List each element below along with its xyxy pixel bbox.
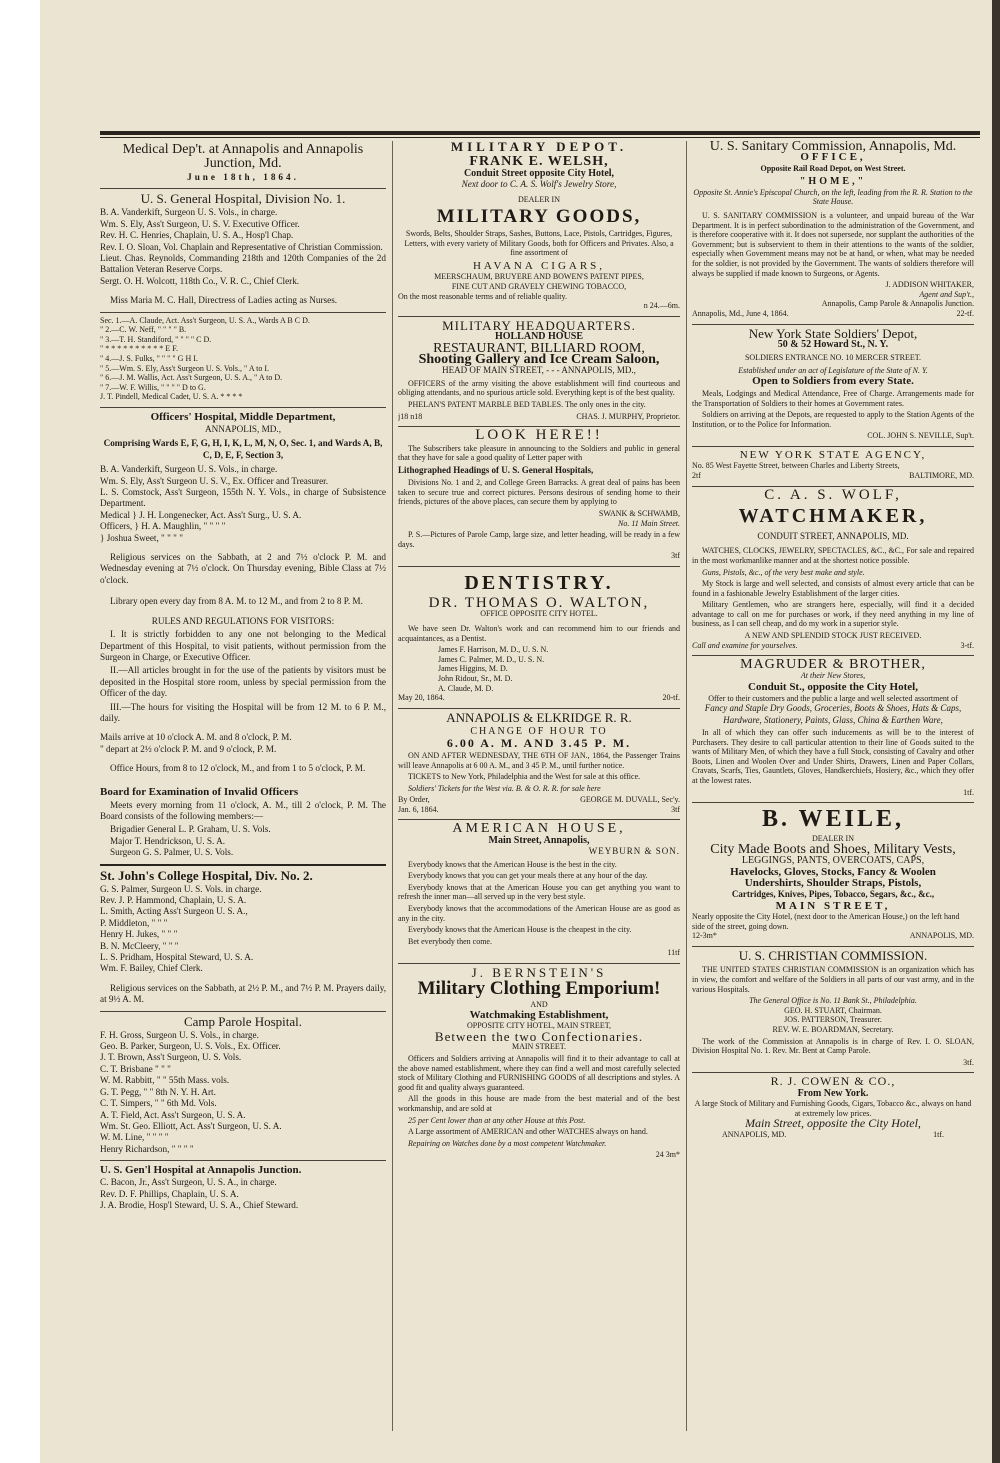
wolf-new-stock: A NEW AND SPLENDID STOCK JUST RECEIVED. bbox=[744, 631, 922, 641]
welsh-dealer: DEALER IN bbox=[518, 194, 560, 204]
railroad-order: By Order, bbox=[398, 795, 430, 805]
cowen-city: ANNAPOLIS, MD. bbox=[722, 1129, 787, 1139]
staff-line: Rev. H. C. Henries, Chaplain, U. S. A., Hosp'l Chap. bbox=[100, 230, 294, 241]
railroad-change: CHANGE OF HOUR TO bbox=[470, 726, 608, 738]
claim-line: Bet everybody then come. bbox=[408, 936, 492, 946]
hq-tables: PHELAN'S PATENT MARBLE BED TABLES. The only ones in the city. bbox=[408, 400, 646, 409]
magruder-heading: MAGRUDER & BROTHER, bbox=[740, 657, 926, 673]
staff-line: G. T. Pegg, " " 8th N. Y. H. Art. bbox=[100, 1086, 216, 1097]
ward-line: " 7.—W. F. Willis, " " " " D to G. bbox=[100, 382, 206, 392]
rule-item: II.—All articles brought in for the use of the patients by visitors must be deposited in the Hospital store room, unless by special permission from the Officer of the day. bbox=[100, 665, 386, 699]
ward-line: " 4.—J. S. Fulks, " " " " G H I. bbox=[100, 354, 198, 364]
claim-line: Everybody knows that you can get your meals there at any hour of the day. bbox=[408, 871, 648, 881]
hq-restaurant: RESTAURANT, BILLIARD ROOM, bbox=[433, 340, 645, 356]
depot-heading: MILITARY DEPOT. bbox=[450, 141, 628, 154]
nys-agency-heading: NEW YORK STATE AGENCY, bbox=[739, 448, 927, 461]
american-house-heading: AMERICAN HOUSE, bbox=[452, 821, 626, 837]
weile-havelocks: Havelocks, Gloves, Stocks, Fancy & Woolen bbox=[730, 865, 936, 878]
junction-heading: U. S. Gen'l Hospital at Annapolis Junction. bbox=[100, 1164, 302, 1177]
staff-line: W. M. Rabbitt, " " 55th Mass. vols. bbox=[100, 1075, 230, 1086]
wolf-heading: C. A. S. WOLF, bbox=[764, 486, 902, 503]
bernstein-cheap: 25 per Cent lower than at any other House at this Post. bbox=[408, 1115, 586, 1125]
column-advertisements-right bbox=[692, 141, 974, 1441]
division1-matron: Miss Maria M. C. Hall, Directress of Ladies acting as Nurses. bbox=[110, 295, 338, 306]
division1-wards bbox=[100, 316, 386, 402]
staff-line: Wm. F. Bailey, Chief Clerk. bbox=[100, 963, 203, 974]
staff-line: L. S. Comstock, Ass't Surgeon, 155th N. Y. Vols., in charge of Subsistence Department. bbox=[100, 487, 386, 509]
camp-parole-heading: Camp Parole Hospital. bbox=[183, 1013, 303, 1029]
nys-agency-city: BALTIMORE, MD. bbox=[909, 470, 974, 480]
staff-line: Rev. D. F. Phillips, Chaplain, U. S. A. bbox=[100, 1188, 239, 1199]
cowen-heading: R. J. COWEN & CO., bbox=[770, 1074, 896, 1089]
column-divider bbox=[392, 141, 393, 1431]
christian-commission-work: The work of the Commission at Annapolis is in charge of Rev. I. O. SLOAN, Division Hospital No. 1. Rev. Mr. Bent at Camp Parole. bbox=[692, 1036, 974, 1056]
ward-line: " 2.—C. W. Neff, " " " " B. bbox=[100, 325, 187, 335]
board-member: Brigadier General L. P. Graham, U. S. Vols. bbox=[110, 824, 271, 835]
weile-dealer: DEALER IN bbox=[812, 834, 854, 844]
magruder-goods: Fancy and Staple Dry Goods, Groceries, Boots & Shoes, Hats & Caps, Hardware, Stationery, Paints, Glass, China & Earthen Ware, bbox=[704, 703, 962, 725]
claim-line: Everybody knows that the accommodations of the American House are as good as any in the city. bbox=[398, 904, 680, 923]
railroad-tickets: TICKETS to New York, Philadelphia and the West for sale at this office. bbox=[408, 772, 641, 782]
cowen-text: A large Stock of Military and Furnishing Goods, Cigars, Tobacco &c., always on hand at extremely low prices. bbox=[694, 1099, 972, 1118]
claim-line: Everybody knows that the American House is the cheapest in the city. bbox=[408, 925, 632, 935]
sanitary-home-address: Opposite St. Annie's Episcopal Church, on the left, leading from the R. R. Station to the State House. bbox=[693, 187, 973, 207]
ref-line: James Higgins, M. D. bbox=[438, 664, 508, 674]
look-heading: LOOK HERE!! bbox=[475, 427, 603, 444]
staff-line: P. Middleton, " " " bbox=[100, 917, 168, 928]
welsh-date: n 24.—6m. bbox=[643, 301, 680, 311]
staff-line: C. T. Brisbane " " " bbox=[100, 1063, 171, 1074]
look-ps: P. S.—Pictures of Parole Camp, large size, and letter heading, will be ready in a few days. bbox=[398, 530, 680, 549]
staff-line: Henry H. Jukes, " " " bbox=[100, 929, 178, 940]
sanitary-office: OFFICE, bbox=[800, 151, 866, 164]
welsh-next-door: Next door to C. A. S. Wolf's Jewelry Store, bbox=[461, 179, 617, 190]
ward-line: Sec. 1.—A. Claude, Act. Ass't Surgeon, U. S. A., Wards A B C D. bbox=[100, 315, 310, 325]
staff-line: Rev. I. O. Sloan, Vol. Chaplain and Representative of Christian Commission. bbox=[100, 241, 383, 252]
american-house-street: Main Street, Annapolis, bbox=[488, 834, 590, 846]
religious-services: Religious services on the Sabbath, at 2 and 7½ o'clock P. M. and Wednesday evening at 7½ o'clock. On Thursday evening, Bible Class at 7½ o'clock. bbox=[100, 552, 386, 585]
cowen-address: Main Street, opposite the City Hotel, bbox=[745, 1116, 921, 1131]
look-sub: Lithographed Headings of U. S. General Hospitals, bbox=[398, 464, 594, 475]
welsh-cigars: HAVANA CIGARS, bbox=[472, 260, 606, 272]
bernstein-repair: Repairing on Watches done by a most competent Watchmaker. bbox=[408, 1138, 607, 1148]
staff-line: Officers, } H. A. Maughlin, " " " " bbox=[100, 521, 226, 532]
nys-depot-open: Open to Soldiers from every State. bbox=[752, 374, 914, 387]
officers-hospital-staff bbox=[100, 464, 386, 544]
officers-hospital-place: ANNAPOLIS, MD., bbox=[204, 424, 282, 434]
railroad-date: Jan. 6, 1864. bbox=[398, 804, 439, 814]
staff-line: Sergt. O. H. Wolcott, 118th Co., V. R. C., Chief Clerk. bbox=[100, 275, 300, 286]
officer-line: REV. W. E. BOARDMAN, Secretary. bbox=[772, 1025, 894, 1034]
wolf-guns: Guns, Pistols, &c., of the very best make and style. bbox=[702, 567, 865, 577]
staff-line: W. M. Line, " " " " bbox=[100, 1132, 169, 1143]
bernstein-text: Officers and Soldiers arriving at Annapolis will find it to their advantage to call at the above named establishment, where they can find a well and most carefully selected stock of Military Clothing and FURNISHING GOODS of all descriptions and styles. A good fit and quality always guaranteed. bbox=[398, 1054, 680, 1092]
staff-line: Rev. J. P. Hammond, Chaplain, U. S. A. bbox=[100, 895, 247, 905]
wolf-text3: Military Gentlemen, who are strangers here, especially, will find it a decided advantage to call on me for purchases or work, if they need anything in my line of business, as I can sell cheap, and do my work in a superior style. bbox=[692, 600, 974, 629]
ward-line: " 6.—J. M. Wallis, Act. Ass't Surgeon, U. S. A., " A to D. bbox=[100, 373, 283, 383]
staff-line: L. Smith, Acting Ass't Surgeon U. S. A., bbox=[100, 906, 248, 917]
nys-depot-text: Meals, Lodgings and Medical Attendance, Free of Charge. Arrangements made for the Transportation of Soldiers to their homes at Government rates. bbox=[692, 388, 974, 408]
nys-depot-address: 50 & 52 Howard St., N. Y. bbox=[777, 338, 889, 350]
column-hospital-directory bbox=[100, 141, 386, 1441]
library-hours: Library open every day from 8 A. M. to 12 M., and from 2 to 8 P. M. bbox=[110, 596, 363, 607]
hq-shooting: Shooting Gallery and Ice Cream Saloon, bbox=[418, 352, 660, 367]
staff-line: C. Bacon, Jr., Ass't Surgeon, U. S. A., in charge. bbox=[100, 1177, 277, 1188]
claim-line: Everybody knows that at the American House you can get anything you want to refresh the inner man—all served up in the very best style. bbox=[398, 882, 680, 902]
stjohns-heading: St. John's College Hospital, Div. No. 2. bbox=[100, 867, 313, 883]
sanitary-date: Annapolis, Md., June 4, 1864. bbox=[692, 308, 789, 318]
bernstein-watchmaking: Watchmaking Establishment, bbox=[469, 1009, 609, 1022]
dentist-name: DR. THOMAS O. WALTON, bbox=[428, 594, 650, 611]
welsh-address: Conduit Street opposite City Hotel, bbox=[463, 167, 615, 179]
division1-heading: U. S. General Hospital, Division No. 1. bbox=[140, 191, 346, 207]
sanitary-signature-place: Annapolis, Camp Parole & Annapolis Junction. bbox=[821, 299, 974, 309]
christian-commission-date: 3tf. bbox=[963, 1057, 974, 1067]
dentist-date: May 20, 1864. bbox=[398, 693, 445, 703]
claim-line: Everybody knows that the American House is the best in the city. bbox=[408, 859, 617, 869]
look-sig-address: No. 11 Main Street. bbox=[618, 518, 680, 528]
staff-line: Medical } J. H. Longenecker, Act. Ass't Surg., U. S. A. bbox=[100, 509, 302, 520]
bernstein-heading: J. BERNSTEIN'S bbox=[471, 965, 607, 981]
weile-leggings: LEGGINGS, PANTS, OVERCOATS, CAPS, bbox=[741, 855, 925, 867]
top-rule bbox=[100, 131, 980, 135]
staff-line: F. H. Gross, Surgeon U. S. Vols., in charge. bbox=[100, 1029, 259, 1040]
nys-depot-text2: Soldiers on arriving at the Depots, are requested to apply to the Station Agents of the Institution, or to the Police for Information. bbox=[692, 410, 974, 429]
ward-line: " * * * * * * * * * * E F. bbox=[100, 344, 178, 354]
magruder-text: In all of which they can offer such inducements as will be to the interest of Purchasers. They desire to call particular attention to their line of Goods suited to the wants of Military Men, of which they have a full Stock, consisting of Cavalry and other Boots, Linen and Woolen Over and Under Shirts, Drawers, Linen and Paper Collars, Cravats, Scarfs, Ties, Gauntlets, Gloves, Handkerchiefs, Hosiery, &c., which they offer at the lowest rates. bbox=[692, 728, 974, 786]
hq-house: HOLLAND HOUSE bbox=[494, 331, 584, 343]
medical-date: June 18th, 1864. bbox=[187, 172, 299, 182]
weile-cartridges: Cartridges, Knives, Pipes, Tobacco, Segars, &c., &c., bbox=[731, 889, 935, 900]
ward-line: " 3.—T. H. Standiford, " " " " C D. bbox=[100, 334, 212, 344]
magruder-date: 1tf. bbox=[963, 787, 974, 797]
magruder-stores: At their New Stores, bbox=[800, 670, 866, 680]
column-advertisements-middle bbox=[398, 141, 680, 1441]
weile-heading: B. WEILE, bbox=[762, 806, 904, 833]
nys-depot-established: Established under an act of Legislature of the State of N. Y. bbox=[738, 365, 928, 375]
christian-commission-office: The General Office is No. 11 Bank St., Philadelphia. bbox=[749, 996, 917, 1006]
officer-line: GEO. H. STUART, Chairman. bbox=[784, 1005, 882, 1015]
sanitary-signature-title: Agent and Sup't., bbox=[919, 289, 974, 299]
division1-staff bbox=[100, 207, 386, 287]
hq-address: HEAD OF MAIN STREET, - - - ANNAPOLIS, MD., bbox=[442, 365, 636, 376]
look-signature: SWANK & SCHWAMB, bbox=[598, 508, 680, 518]
wolf-text: WATCHES, CLOCKS, JEWELRY, SPECTACLES, &C., &C., For sale and repaired in the most workmanlike manner and at the shortest notice possible. bbox=[692, 546, 974, 565]
welsh-goods: MILITARY GOODS, bbox=[436, 206, 642, 228]
dentist-text: We have seen Dr. Walton's work and can recommend him to our friends and acquaintances, as a Dentist. bbox=[398, 623, 680, 643]
ward-line: " 5.—Wm. S. Ely, Ass't Surgeon U. S. Vols., " A to I. bbox=[100, 363, 270, 373]
american-house-lines bbox=[398, 860, 680, 947]
american-house-date: 11tf bbox=[667, 948, 680, 958]
staff-line: C. T. Simpers, " " 6th Md. Vols. bbox=[100, 1098, 217, 1109]
staff-line: Lieut. Chas. Reynolds, Commanding 218th and 120th Companies of the 2d Battalion Veteran Reserve Corps. bbox=[100, 253, 386, 275]
dentistry-heading: DENTISTRY. bbox=[464, 571, 614, 594]
sanitary-address: Opposite Rail Road Depot, on West Street. bbox=[760, 163, 906, 173]
sanitary-text: U. S. SANITARY COMMISSION is a volunteer, and unpaid bureau of the War Department. It is in perfect subordination to the administration of the Government, and is therefore cooperative with it. It does not supersede, nor supplant the authorities of the Government; but is subservient to them in their attentions to the wants of the soldier, especially when Government means may not be at hand, or when, what may be needed for the soldier, is not provided by the Government. The wants of soldiers therefore will always be supplied if made known to Surgeons, or Agents. bbox=[692, 211, 974, 278]
wolf-call: Call and examine for yourselves. bbox=[692, 640, 798, 650]
staff-line: B. A. Vanderkift, Surgeon U. S. Vols., in charge. bbox=[100, 464, 278, 475]
bernstein-emporium: Military Clothing Emporium! bbox=[417, 978, 661, 1000]
rules-heading: RULES AND REGULATIONS FOR VISITORS: bbox=[151, 615, 335, 626]
railroad-soldiers: Soldiers' Tickets for the West via. B. & O. R. R. for sale here bbox=[408, 783, 601, 793]
bernstein-and: AND bbox=[530, 1000, 548, 1010]
nys-agency-date: 2tf bbox=[692, 470, 701, 480]
medical-dept-heading: Medical Dep't. at Annapolis and Annapolis Junction, Md. bbox=[122, 142, 364, 171]
wolf-watchmaker: WATCHMAKER, bbox=[738, 504, 928, 527]
railroad-date-code: 3tf bbox=[671, 804, 680, 814]
magruder-address: Conduit St., opposite the City Hotel, bbox=[748, 681, 918, 694]
staff-line: Henry Richardson, " " " " bbox=[100, 1143, 194, 1154]
staff-line: G. S. Palmer, Surgeon U. S. Vols. in charge. bbox=[100, 883, 262, 894]
weile-boots: City Made Boots and Shoes, Military Vests, bbox=[710, 841, 956, 857]
board-member: Surgeon G. S. Palmer, U. S. Vols. bbox=[110, 847, 234, 858]
office-hours: Office Hours, from 8 to 12 o'clock, M., and from 1 to 5 o'clock, P. M. bbox=[110, 763, 366, 774]
mails-depart: " depart at 2½ o'clock P. M. and 9 o'clock, P. M. bbox=[100, 743, 277, 754]
staff-line: B. N. McCleery, " " " bbox=[100, 940, 179, 951]
officers-hospital-wards: Comprising Wards E, F, G, H, I, K, L, M, N, O, Sec. 1, and Wards A, B, C, D, E, F, Section 3, bbox=[103, 438, 383, 460]
nys-depot-heading: New York State Soldiers' Depot, bbox=[748, 325, 918, 341]
nys-agency-address: No. 85 West Fayette Street, between Charles and Liberty Streets, bbox=[692, 461, 900, 471]
bernstein-text2: All the goods in this house are made from the best material and of the best workmanship, and are sold at bbox=[398, 1094, 680, 1113]
column-divider bbox=[686, 141, 687, 1431]
weile-date: 12-3m* bbox=[692, 931, 717, 941]
ward-line: J. T. Pindell, Medical Cadet, U. S. A. * * * * bbox=[100, 392, 243, 402]
railroad-time: 6.00 A. M. AND 3.45 P. M. bbox=[446, 735, 632, 750]
welsh-terms: On the most reasonable terms and of reliable quality. bbox=[398, 291, 567, 301]
christian-commission-officers bbox=[692, 1006, 974, 1035]
bernstein-date: 24 3m* bbox=[655, 1150, 680, 1160]
staff-line: J. T. Brown, Ass't Surgeon, U. S. Vols. bbox=[100, 1052, 242, 1063]
bernstein-between: Between the two Confectionaries. bbox=[434, 1029, 644, 1045]
stjohns-services: Religious services on the Sabbath, at 2½ P. M., and 7½ P. M. Prayers daily, at 9½ A. M. bbox=[100, 982, 386, 1005]
look-text: The Subscribers take pleasure in announcing to the Soldiers and public in general that they have for sale a good quality of Letter paper with bbox=[398, 443, 680, 463]
mails-arrive: Mails arrive at 10 o'clock A. M. and 8 o'clock, P. M. bbox=[100, 732, 292, 743]
staff-line: Geo. B. Parker, Surgeon, U. S. Vols., Ex. Officer. bbox=[100, 1041, 281, 1052]
page-edge-shadow bbox=[992, 0, 1000, 1463]
staff-line: Wm. S. Ely, Ass't Surgeon U. S. V., Ex. Officer and Treasurer. bbox=[100, 475, 329, 486]
wolf-date: 3-tf. bbox=[960, 640, 974, 650]
staff-line: J. A. Brodie, Hosp'l Steward, U. S. A., Chief Steward. bbox=[100, 1199, 299, 1210]
staff-line: L. S. Pridham, Hospital Steward, U. S. A. bbox=[100, 952, 254, 963]
christian-commission-text: THE UNITED STATES CHRISTIAN COMMISSION is an organization which has in view, the comfort and welfare of the Soldiers in all parts of our vast army, and in the various Hospitals. bbox=[692, 965, 974, 994]
railroad-signature: GEORGE M. DUVALL, Sec'y. bbox=[580, 795, 680, 805]
dentist-date-code: 20-tf. bbox=[662, 693, 680, 703]
christian-commission-heading: U. S. CHRISTIAN COMMISSION. bbox=[738, 948, 928, 964]
staff-line: } Joshua Sweet, " " " " bbox=[100, 532, 183, 543]
look-ps-date: 3tf bbox=[671, 551, 680, 561]
rule-item: III.—The hours for visiting the Hospital will be from 12 M. to 6 P. M., daily. bbox=[100, 701, 386, 723]
sanitary-date-code: 22-tf. bbox=[956, 308, 974, 318]
nys-depot-signature: COL. JOHN S. NEVILLE, Sup't. bbox=[867, 431, 974, 441]
magruder-offer: Offer to their customers and the public a large and well selected assortment of bbox=[708, 693, 958, 703]
welsh-tobacco: FINE CUT AND GRAVELY CHEWING TOBACCO, bbox=[451, 282, 627, 291]
sanitary-heading: U. S. Sanitary Commission, Annapolis, Md. bbox=[709, 141, 957, 154]
hq-heading: MILITARY HEADQUARTERS. bbox=[442, 317, 636, 333]
cowen-from: From New York. bbox=[797, 1087, 869, 1099]
ref-line: A. Claude, M. D. bbox=[438, 683, 494, 693]
bernstein-text3: A Large assortment of AMERICAN and other WATCHES always on hand. bbox=[408, 1127, 648, 1137]
dentist-office: OFFICE OPPOSITE CITY HOTEL. bbox=[480, 609, 598, 619]
look-text2: Divisions No. 1 and 2, and College Green Barracks. A great deal of pains has been taken to secure true and correct pictures. Persons desirous of sending home to their friends, pictures of the above places, can secure them by applying to bbox=[398, 478, 680, 507]
railroad-heading: ANNAPOLIS & ELKRIDGE R. R. bbox=[446, 709, 632, 725]
weile-main-street: MAIN STREET, bbox=[775, 899, 891, 912]
weile-nearly: Nearly opposite the City Hotel, (next door to the American House,) on the left hand side of the street, going down. bbox=[692, 912, 960, 931]
staff-line: Wm. S. Ely, Ass't Surgeon, U. S. V. Executive Officer. bbox=[100, 218, 300, 229]
top-rule-thin bbox=[100, 137, 980, 138]
staff-line: Wm. St. Geo. Elliott, Act. Ass't Surgeon, U. S. A. bbox=[100, 1120, 282, 1131]
ref-line: John Ridout, Sr., M. D. bbox=[438, 673, 513, 683]
hq-date: j18 n18 bbox=[398, 411, 423, 421]
welsh-name: FRANK E. WELSH, bbox=[469, 154, 609, 170]
dentist-refs bbox=[398, 645, 680, 693]
hq-proprietor: CHAS. J. MURPHY, Proprietor. bbox=[576, 411, 680, 421]
cowen-date: 1tf. bbox=[933, 1129, 944, 1139]
officers-hospital-heading: Officers' Hospital, Middle Department, bbox=[150, 411, 336, 423]
board-member: Major T. Hendrickson, U. S. A. bbox=[110, 835, 226, 846]
hq-text: OFFICERS of the army visiting the above establishment will find courteous and obliging attendants, and no spurious article sold. Everything kept is of the best quality. bbox=[398, 378, 680, 398]
american-house-owner: WEYBURN & SON. bbox=[588, 846, 680, 857]
railroad-text: ON AND AFTER WEDNESDAY, THE 6TH OF JAN., 1864, the Passenger Trains will leave Annapolis at 6 00 A. M., and 3 45 P. M., until further notice. bbox=[398, 750, 680, 770]
weile-undershirts: Undershirts, Shoulder Straps, Pistols, bbox=[744, 877, 922, 890]
rule-item: I. It is strictly forbidden to any one not belonging to the Medical Department of this Hospital, to visit patients, without permission from the Surgeon in Charge, or Executive Officer. bbox=[100, 629, 386, 662]
weile-city: ANNAPOLIS, MD. bbox=[909, 931, 974, 941]
sanitary-signature: J. ADDISON WHITAKER, bbox=[885, 280, 974, 290]
board-text: Meets every morning from 11 o'clock, A. M., till 2 o'clock, P. M. The Board consists of the following members:— bbox=[100, 799, 386, 821]
board-heading: Board for Examination of Invalid Officers bbox=[100, 785, 299, 798]
bernstein-main: MAIN STREET. bbox=[511, 1042, 567, 1052]
welsh-text: Swords, Belts, Shoulder Straps, Sashes, Buttons, Lace, Pistols, Cartridges, Figures, Letters, with every variety of Military Goods, both for Officers and Privates. Also, a fine assortment of bbox=[404, 229, 674, 258]
officer-line: JOS. PATTERSON, Treasurer. bbox=[784, 1015, 882, 1025]
staff-line: B. A. Vanderkift, Surgeon U. S. Vols., in charge. bbox=[100, 207, 278, 218]
wolf-address: CONDUIT STREET, ANNAPOLIS, MD. bbox=[757, 530, 909, 541]
bernstein-address: OPPOSITE CITY HOTEL, MAIN STREET, bbox=[467, 1021, 611, 1031]
sanitary-home: "HOME," bbox=[799, 176, 867, 188]
welsh-pipes: MEERSCHAUM, BRUYERE AND BOWEN'S PATENT PIPES, bbox=[434, 272, 644, 282]
wolf-text2: My Stock is large and well selected, and consists of almost every article that can be found in a fashionable Jewelry Establishment of the larger cities. bbox=[692, 579, 974, 598]
ref-line: James C. Palmer, M. D., U. S. N. bbox=[438, 654, 545, 664]
nys-depot-entrance: SOLDIERS ENTRANCE NO. 10 MERCER STREET. bbox=[744, 353, 922, 363]
staff-line: A. T. Field, Act. Ass't Surgeon, U. S. A. bbox=[100, 1109, 246, 1120]
ref-line: James F. Harrison, M. D., U. S. N. bbox=[438, 645, 549, 655]
